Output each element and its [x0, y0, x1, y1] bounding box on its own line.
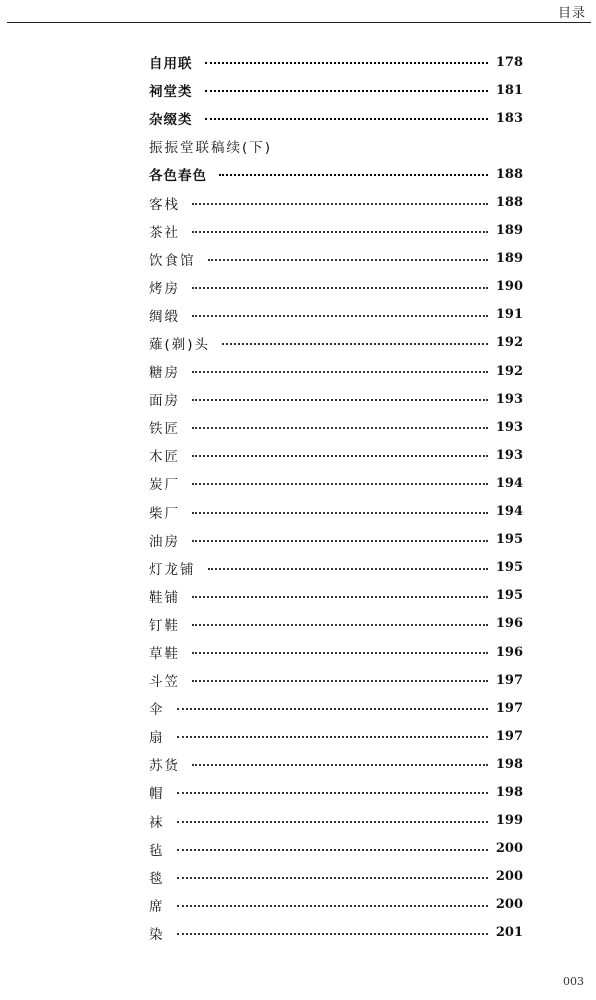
- toc-entry: [149, 778, 523, 806]
- toc-entry-page: 178: [495, 54, 523, 70]
- dot-leader: [177, 877, 488, 879]
- toc-entry: [149, 245, 523, 273]
- dot-leader: [205, 118, 488, 120]
- dot-leader: [208, 259, 488, 261]
- toc-entry: [149, 863, 523, 891]
- dot-leader: [177, 933, 488, 935]
- toc-entry-label: 各色春色: [149, 168, 207, 185]
- dot-leader: [192, 680, 488, 682]
- toc-entry: [149, 357, 523, 385]
- toc-entry-page: 193: [495, 419, 523, 435]
- dot-leader: [177, 821, 488, 823]
- dot-leader: [192, 624, 488, 626]
- toc-section-heading: [149, 132, 523, 160]
- toc-entry: [149, 385, 523, 413]
- toc-entry: [149, 835, 523, 863]
- toc-entry-label: 杂缀类: [149, 112, 193, 129]
- dot-leader: [192, 512, 488, 514]
- toc-entry-label: 伞: [149, 702, 165, 719]
- toc-entry-label: 木匠: [149, 449, 180, 466]
- toc-entry: [149, 104, 523, 132]
- toc-entry: [149, 329, 523, 357]
- toc-entry-page: 197: [495, 672, 523, 688]
- toc-entry-label: 柴厂: [149, 505, 180, 522]
- dot-leader: [192, 287, 488, 289]
- toc-entry: [149, 469, 523, 497]
- toc-entry-page: 199: [495, 813, 523, 829]
- toc-entry: [149, 554, 523, 582]
- toc-entry-label: 面房: [149, 393, 180, 410]
- dot-leader: [192, 231, 488, 233]
- toc-entry: [149, 666, 523, 694]
- toc-entry-page: 190: [495, 279, 523, 295]
- toc-entry-label: 苏货: [149, 758, 180, 775]
- toc-entry-page: 191: [495, 307, 523, 323]
- dot-leader: [192, 371, 488, 373]
- toc-entry-page: 198: [495, 784, 523, 800]
- toc-entry-label: 扇: [149, 730, 165, 747]
- toc-entry-page: 189: [495, 223, 523, 239]
- toc-entry: [149, 217, 523, 245]
- toc-entry-page: 197: [495, 728, 523, 744]
- dot-leader: [177, 792, 488, 794]
- toc-entry-page: 192: [495, 335, 523, 351]
- toc-entry-page: 183: [495, 110, 523, 126]
- toc-entry: [149, 498, 523, 526]
- toc-entry: [149, 441, 523, 469]
- toc-entry: [149, 582, 523, 610]
- dot-leader: [192, 483, 488, 485]
- toc-entry: [149, 413, 523, 441]
- toc-entry-label: 糖房: [149, 365, 180, 382]
- dot-leader: [192, 399, 488, 401]
- toc-entry-label: 客栈: [149, 196, 180, 213]
- toc-entry: [149, 188, 523, 216]
- toc-entry: [149, 638, 523, 666]
- dot-leader: [222, 343, 488, 345]
- dot-leader: [192, 315, 488, 317]
- toc-entry-page: 198: [495, 756, 523, 772]
- toc-entry: [149, 76, 523, 104]
- toc-entry: [149, 919, 523, 947]
- toc-entry-label: 灯龙铺: [149, 561, 196, 578]
- toc-entry: [149, 694, 523, 722]
- toc-entry-page: 197: [495, 700, 523, 716]
- dot-leader: [192, 540, 488, 542]
- toc-entry-label: 毯: [149, 870, 165, 887]
- toc-entry-label: 饮食馆: [149, 252, 196, 269]
- dot-leader: [177, 736, 488, 738]
- toc-entry-label: 斗笠: [149, 674, 180, 691]
- toc-entry-label: 草鞋: [149, 646, 180, 663]
- dot-leader: [177, 849, 488, 851]
- toc-entry-label: 帽: [149, 786, 165, 803]
- header-rule: [7, 22, 591, 23]
- toc-entry-page: 201: [495, 925, 523, 941]
- toc-entry-page: 196: [495, 616, 523, 632]
- toc-entry-label: 薙(剃)头: [149, 336, 211, 353]
- toc-entry-label: 自用联: [149, 56, 193, 73]
- toc-entry-page: 195: [495, 560, 523, 576]
- toc-entry-page: 200: [495, 841, 523, 857]
- dot-leader: [205, 62, 488, 64]
- dot-leader: [205, 90, 488, 92]
- toc-entry-page: 189: [495, 251, 523, 267]
- toc-entry: [149, 273, 523, 301]
- dot-leader: [208, 568, 488, 570]
- dot-leader: [177, 905, 488, 907]
- dot-leader: [192, 455, 488, 457]
- table-of-contents: [149, 48, 523, 947]
- toc-entry: [149, 48, 523, 76]
- toc-entry-page: 196: [495, 644, 523, 660]
- toc-entry-page: 188: [495, 166, 523, 182]
- toc-entry-page: 193: [495, 447, 523, 463]
- toc-entry: [149, 891, 523, 919]
- toc-entry: [149, 160, 523, 188]
- dot-leader: [219, 174, 488, 176]
- toc-entry-page: 188: [495, 195, 523, 211]
- toc-entry-label: 茶社: [149, 224, 180, 241]
- toc-entry-label: 毡: [149, 842, 165, 859]
- toc-entry-page: 194: [495, 504, 523, 520]
- running-header-title: 目录: [557, 6, 586, 21]
- toc-entry: [149, 526, 523, 554]
- toc-entry: [149, 722, 523, 750]
- toc-entry-page: 195: [495, 532, 523, 548]
- toc-entry: [149, 807, 523, 835]
- toc-entry-label: 袜: [149, 814, 165, 831]
- footer-page-number: 003: [563, 975, 584, 988]
- toc-entry-label: 振振堂联稿续(下): [149, 140, 273, 157]
- toc-entry-page: 194: [495, 475, 523, 491]
- toc-entry: [149, 610, 523, 638]
- toc-entry-page: 200: [495, 869, 523, 885]
- dot-leader: [192, 596, 488, 598]
- toc-entry-label: 染: [149, 926, 165, 943]
- toc-entry-label: 烤房: [149, 280, 180, 297]
- toc-entry: [149, 301, 523, 329]
- toc-entry-label: 祠堂类: [149, 84, 193, 101]
- toc-entry-label: 席: [149, 898, 165, 915]
- dot-leader: [192, 427, 488, 429]
- toc-entry-page: 192: [495, 363, 523, 379]
- toc-entry-label: 铁匠: [149, 421, 180, 438]
- toc-entry-label: 绸缎: [149, 308, 180, 325]
- toc-entry-page: 181: [495, 82, 523, 98]
- dot-leader: [177, 708, 488, 710]
- dot-leader: [192, 652, 488, 654]
- dot-leader: [192, 203, 488, 205]
- toc-entry-label: 炭厂: [149, 477, 180, 494]
- toc-entry-page: 200: [495, 897, 523, 913]
- toc-entry-page: 195: [495, 588, 523, 604]
- toc-entry-page: 193: [495, 391, 523, 407]
- toc-entry: [149, 750, 523, 778]
- toc-entry-label: 油房: [149, 533, 180, 550]
- toc-entry-label: 钉鞋: [149, 617, 180, 634]
- dot-leader: [192, 764, 488, 766]
- toc-entry-label: 鞋铺: [149, 589, 180, 606]
